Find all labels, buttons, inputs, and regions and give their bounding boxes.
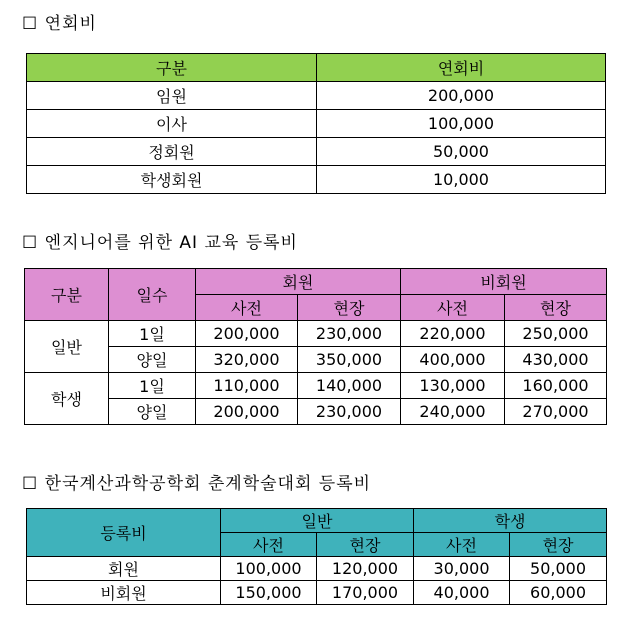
table-cell: 50,000 <box>510 557 607 581</box>
table-cell: 350,000 <box>298 347 401 373</box>
table-cell: 120,000 <box>317 557 414 581</box>
table-cell: 회원 <box>27 557 221 581</box>
header-cell: 학생 <box>414 509 607 533</box>
ai-education-fee-table <box>24 268 607 425</box>
table-cell: 270,000 <box>505 399 607 425</box>
header-cell: 연회비 <box>317 54 606 82</box>
header-cell: 현장 <box>317 533 414 557</box>
header-cell: 구분 <box>27 54 317 82</box>
table-cell: 220,000 <box>401 321 505 347</box>
header-cell: 일반 <box>221 509 414 533</box>
header-cell: 회원 <box>196 269 401 295</box>
table-cell: 200,000 <box>196 399 298 425</box>
table-cell: 양일 <box>109 399 196 425</box>
conference-fee-table <box>26 508 607 605</box>
table-cell: 170,000 <box>317 581 414 605</box>
table-cell: 130,000 <box>401 373 505 399</box>
header-cell: 비회원 <box>401 269 607 295</box>
table-cell: 임원 <box>27 82 317 110</box>
annual-fee-table <box>26 53 606 194</box>
table-cell: 140,000 <box>298 373 401 399</box>
table-cell: 학생회원 <box>27 166 317 194</box>
header-cell: 현장 <box>510 533 607 557</box>
section-title-annual-fee: ☐ 연회비 <box>22 14 97 34</box>
section-title-conference: ☐ 한국계산과학공학회 춘계학술대회 등록비 <box>22 474 372 494</box>
header-cell: 사전 <box>221 533 317 557</box>
table-cell: 320,000 <box>196 347 298 373</box>
header-cell: 사전 <box>196 295 298 321</box>
table-row <box>25 373 607 399</box>
table-cell: 160,000 <box>505 373 607 399</box>
table-row <box>27 138 606 166</box>
table-cell: 110,000 <box>196 373 298 399</box>
table-row <box>27 82 606 110</box>
group-label-cell: 일반 <box>25 321 109 373</box>
header-cell: 구분 <box>25 269 109 321</box>
table-cell: 100,000 <box>317 110 606 138</box>
table-row <box>27 110 606 138</box>
table-cell: 240,000 <box>401 399 505 425</box>
table-row <box>27 557 607 581</box>
table-cell: 정회원 <box>27 138 317 166</box>
table-cell: 230,000 <box>298 399 401 425</box>
table-cell: 400,000 <box>401 347 505 373</box>
table-cell: 비회원 <box>27 581 221 605</box>
group-label-cell: 학생 <box>25 373 109 425</box>
table-cell: 200,000 <box>317 82 606 110</box>
table-cell: 1일 <box>109 373 196 399</box>
table-cell: 50,000 <box>317 138 606 166</box>
table-row <box>27 166 606 194</box>
table-row <box>25 347 607 373</box>
table-cell: 230,000 <box>298 321 401 347</box>
table-cell: 60,000 <box>510 581 607 605</box>
table-cell: 200,000 <box>196 321 298 347</box>
table-cell: 250,000 <box>505 321 607 347</box>
table-header-row <box>27 509 607 533</box>
table-cell: 430,000 <box>505 347 607 373</box>
table-cell: 30,000 <box>414 557 510 581</box>
header-cell: 현장 <box>505 295 607 321</box>
header-cell: 사전 <box>414 533 510 557</box>
table-cell: 150,000 <box>221 581 317 605</box>
table-header-row <box>25 269 607 295</box>
table-cell: 1일 <box>109 321 196 347</box>
table-cell: 이사 <box>27 110 317 138</box>
header-cell: 등록비 <box>27 509 221 557</box>
table-cell: 10,000 <box>317 166 606 194</box>
header-cell: 일수 <box>109 269 196 321</box>
table-cell: 40,000 <box>414 581 510 605</box>
header-cell: 현장 <box>298 295 401 321</box>
table-header-row <box>27 54 606 82</box>
table-row <box>25 321 607 347</box>
table-row <box>27 581 607 605</box>
table-cell: 100,000 <box>221 557 317 581</box>
header-cell: 사전 <box>401 295 505 321</box>
table-cell: 양일 <box>109 347 196 373</box>
section-title-ai-education: ☐ 엔지니어를 위한 AI 교육 등록비 <box>22 233 298 253</box>
table-row <box>25 399 607 425</box>
